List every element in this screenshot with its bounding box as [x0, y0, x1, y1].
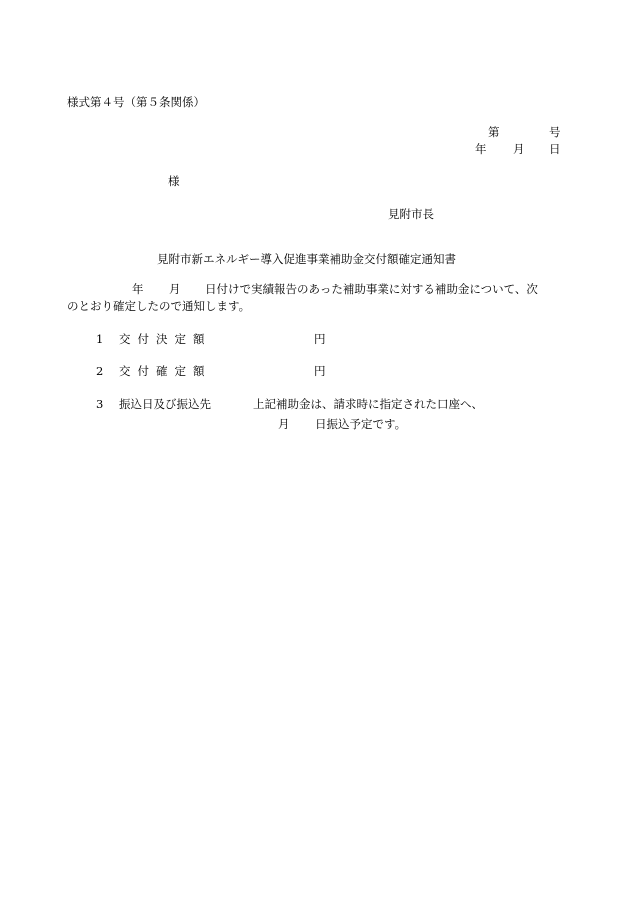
issue-date-month: 月 [513, 142, 525, 156]
issuer-name: 見附市長 [388, 207, 434, 221]
issue-date-day: 日 [549, 142, 561, 156]
item-unit: 円 [314, 364, 326, 378]
transfer-month: 月 [278, 417, 290, 431]
body-line-1: 日付けで実績報告のあった補助事業に対する補助金について、次 [205, 282, 538, 296]
item-unit: 円 [314, 332, 326, 346]
transfer-text-line-2: 日振込予定です。 [315, 417, 407, 431]
item-number: 1 [96, 332, 104, 346]
form-number: 様式第４号（第５条関係） [67, 95, 205, 109]
item-number: 2 [96, 364, 104, 378]
body-line-2: のとおり確定したので通知します。 [67, 299, 251, 313]
issue-date-year: 年 [475, 142, 487, 156]
body-date-year: 年 [132, 282, 144, 296]
body-date-month: 月 [169, 282, 181, 296]
item-number: 3 [96, 397, 104, 411]
item-label: 交付決定額 [119, 332, 212, 346]
item-label: 振込日及び振込先 [119, 397, 211, 411]
transfer-text-line-1: 上記補助金は、請求時に指定された口座へ、 [253, 397, 483, 411]
document-title: 見附市新エネルギー導入促進事業補助金交付額確定通知書 [157, 252, 456, 266]
item-label: 交付確定額 [119, 364, 212, 378]
document-number-suffix: 号 [549, 125, 561, 139]
document-number-prefix: 第 [488, 125, 500, 139]
recipient-honorific: 様 [168, 174, 180, 188]
